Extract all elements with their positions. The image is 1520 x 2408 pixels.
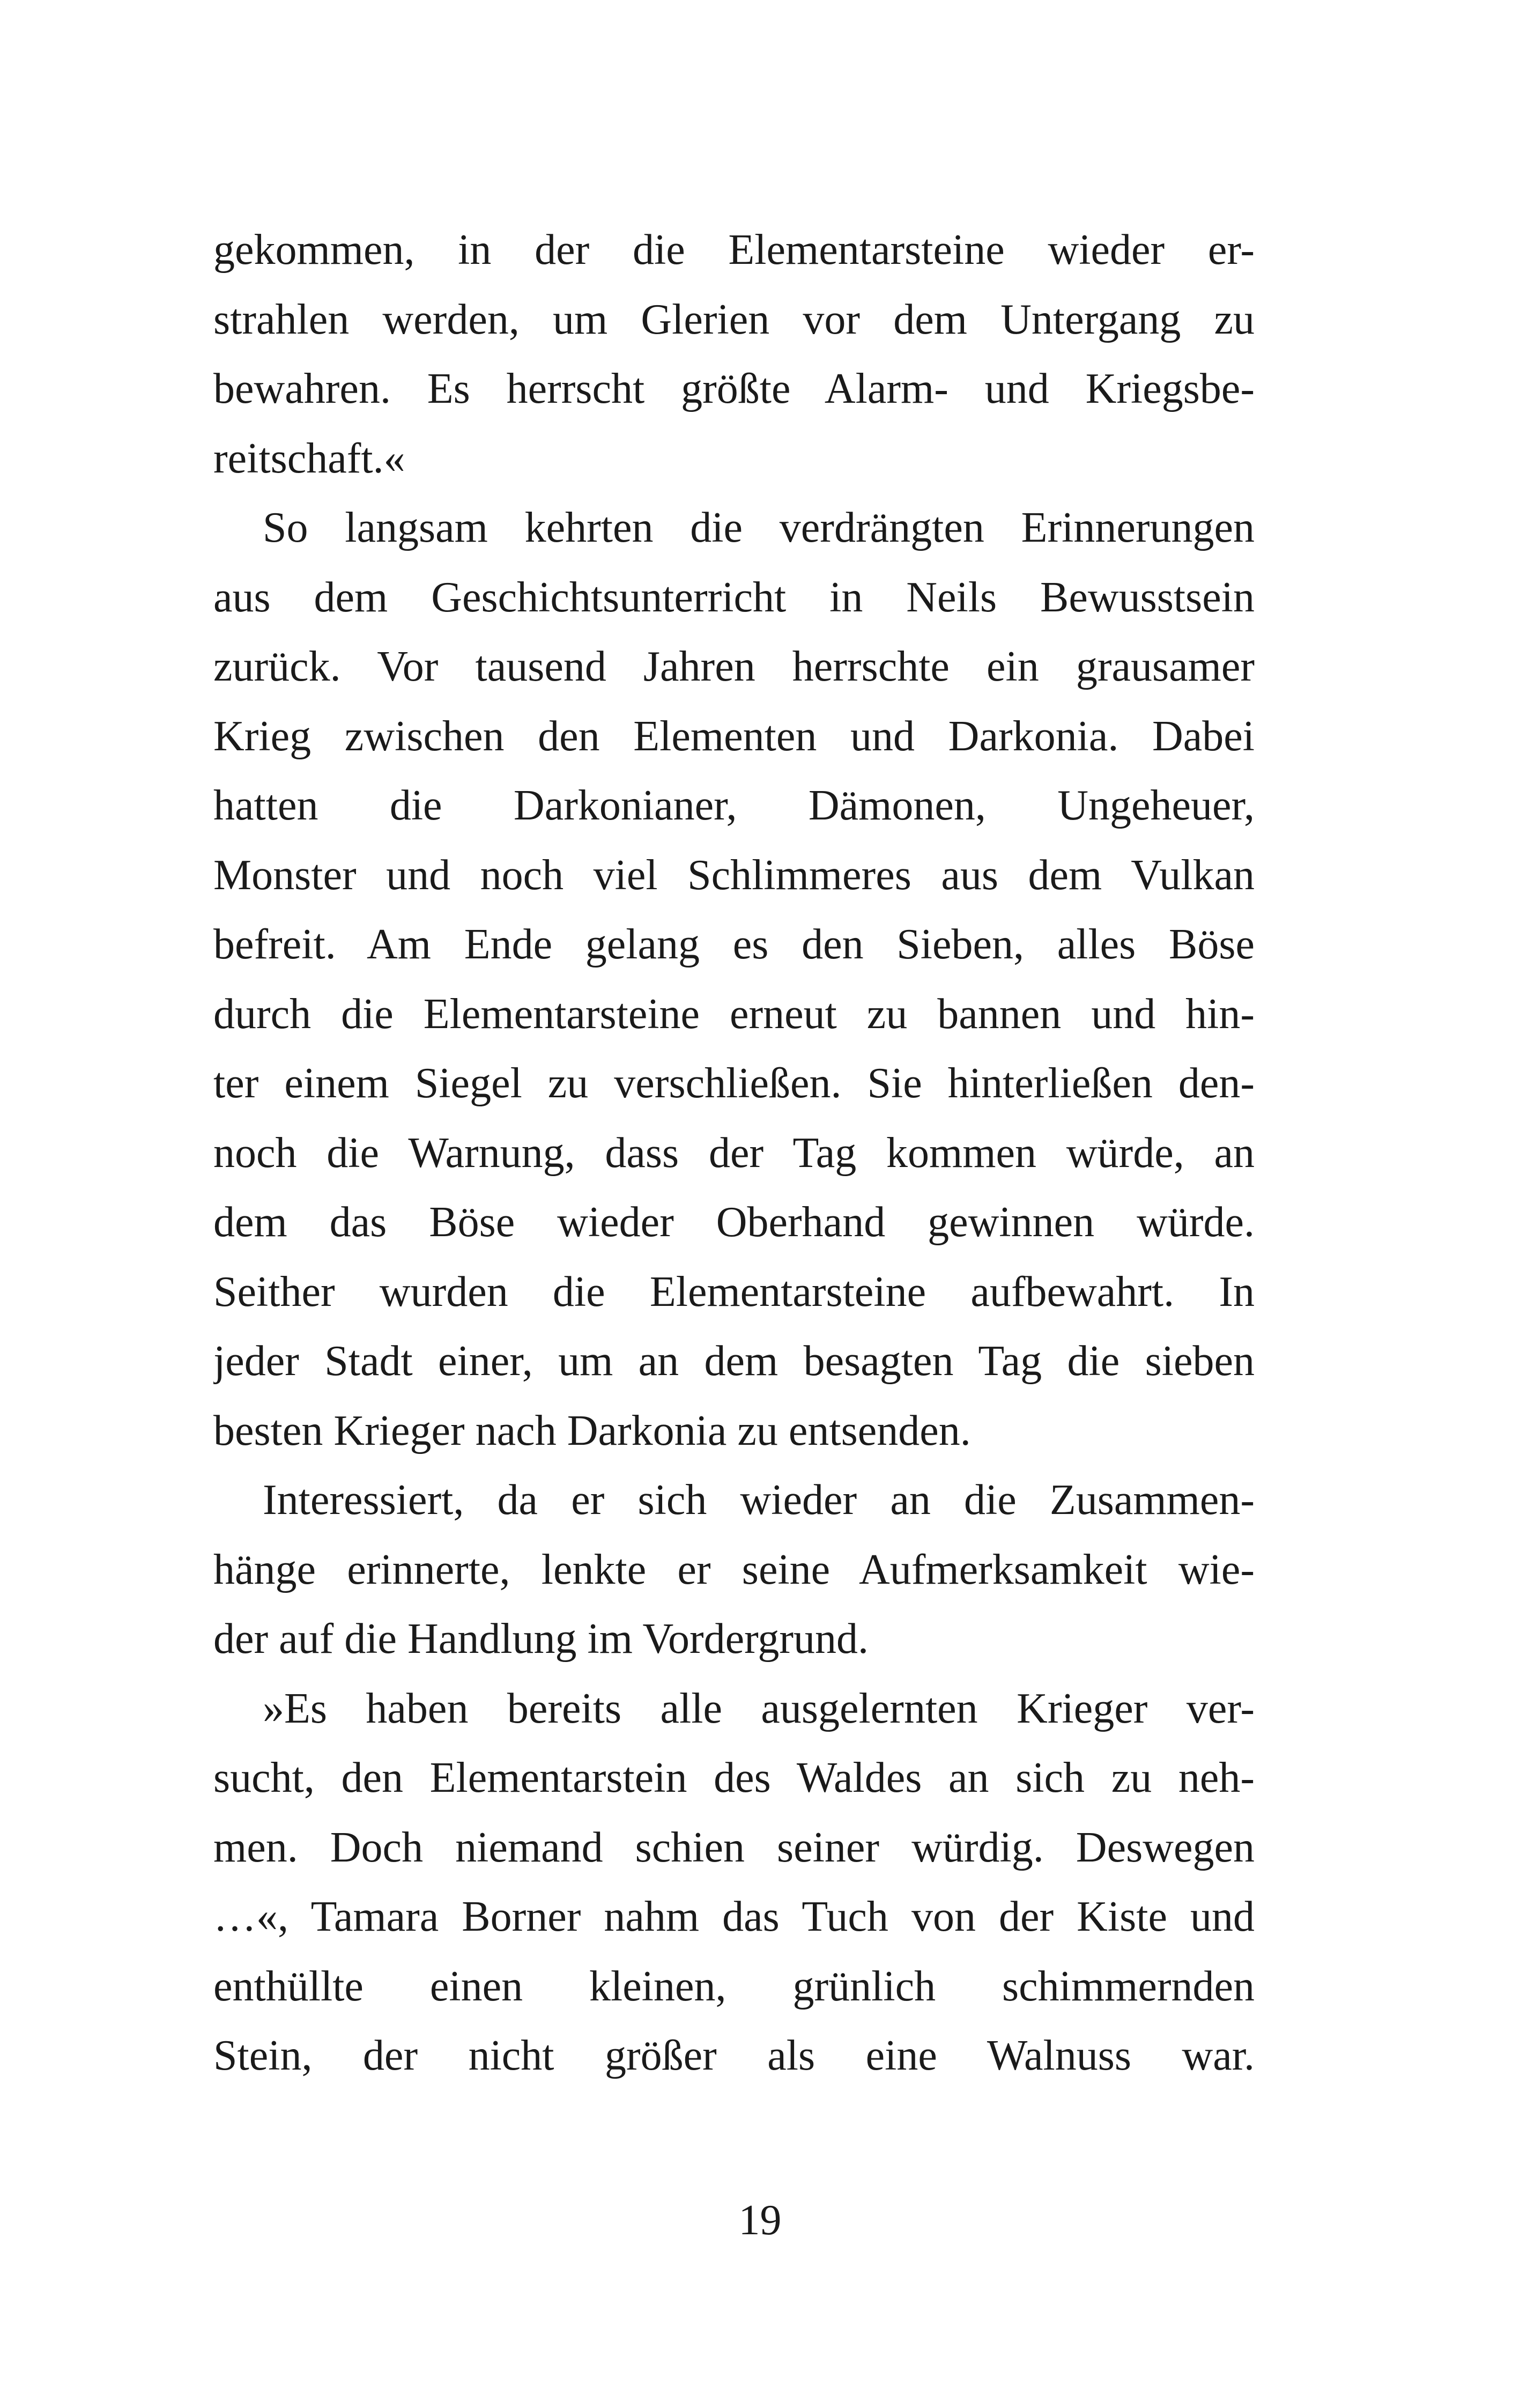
text-line: strahlen werden, um Glerien vor dem Untergang zu [213, 296, 1255, 343]
paragraph-first-line: Interessiert, da er sich wieder an die Zusammen- [263, 1476, 1255, 1524]
text-line: durch die Elementarsteine erneut zu bannen und hin- [213, 990, 1255, 1038]
text-line: …«, Tamara Borner nahm das Tuch von der Kiste und [213, 1893, 1255, 1940]
text-line: men. Doch niemand schien seiner würdig. Deswegen [213, 1823, 1255, 1871]
text-line: hänge erinnerte, lenkte er seine Aufmerksamkeit wie- [213, 1546, 1255, 1593]
text-line: sucht, den Elementarstein des Waldes an sich zu neh- [213, 1754, 1255, 1801]
text-line: gekommen, in der die Elementarsteine wieder er- [213, 226, 1255, 274]
text-line: aus dem Geschichtsunterricht in Neils Bewusstsein [213, 573, 1255, 621]
text-line: befreit. Am Ende gelang es den Sieben, alles Böse [213, 921, 1255, 968]
text-line: Stein, der nicht größer als eine Walnuss war. [213, 2032, 1255, 2079]
paragraph-first-line: So langsam kehrten die verdrängten Erinnerungen [263, 504, 1255, 551]
body-text [213, 216, 1255, 2091]
text-line: hatten die Darkonianer, Dämonen, Ungeheuer, [213, 782, 1255, 829]
text-line: bewahren. Es herrscht größte Alarm- und Kriegsbe- [213, 365, 1255, 412]
text-line: ter einem Siegel zu verschließen. Sie hinterließen den- [213, 1060, 1255, 1107]
text-line: Seither wurden die Elementarsteine aufbewahrt. In [213, 1268, 1255, 1316]
text-line: Krieg zwischen den Elementen und Darkonia. Dabei [213, 712, 1255, 760]
text-line: zurück. Vor tausend Jahren herrschte ein grausamer [213, 643, 1255, 690]
text-line: Monster und noch viel Schlimmeres aus dem Vulkan [213, 851, 1255, 899]
text-line: der auf die Handlung im Vordergrund. [213, 1615, 869, 1663]
paragraph-first-line: »Es haben bereits alle ausgelernten Krieger ver- [263, 1685, 1255, 1732]
page-number: 19 [738, 2197, 782, 2244]
text-line: besten Krieger nach Darkonia zu entsenden. [213, 1407, 971, 1454]
text-line: jeder Stadt einer, um an dem besagten Tag die sieben [213, 1338, 1255, 1385]
text-line: dem das Böse wieder Oberhand gewinnen würde. [213, 1199, 1255, 1246]
text-line: enthüllte einen kleinen, grünlich schimmernden [213, 1962, 1255, 2010]
text-line: noch die Warnung, dass der Tag kommen würde, an [213, 1129, 1255, 1177]
text-line: reitschaft.« [213, 434, 405, 482]
